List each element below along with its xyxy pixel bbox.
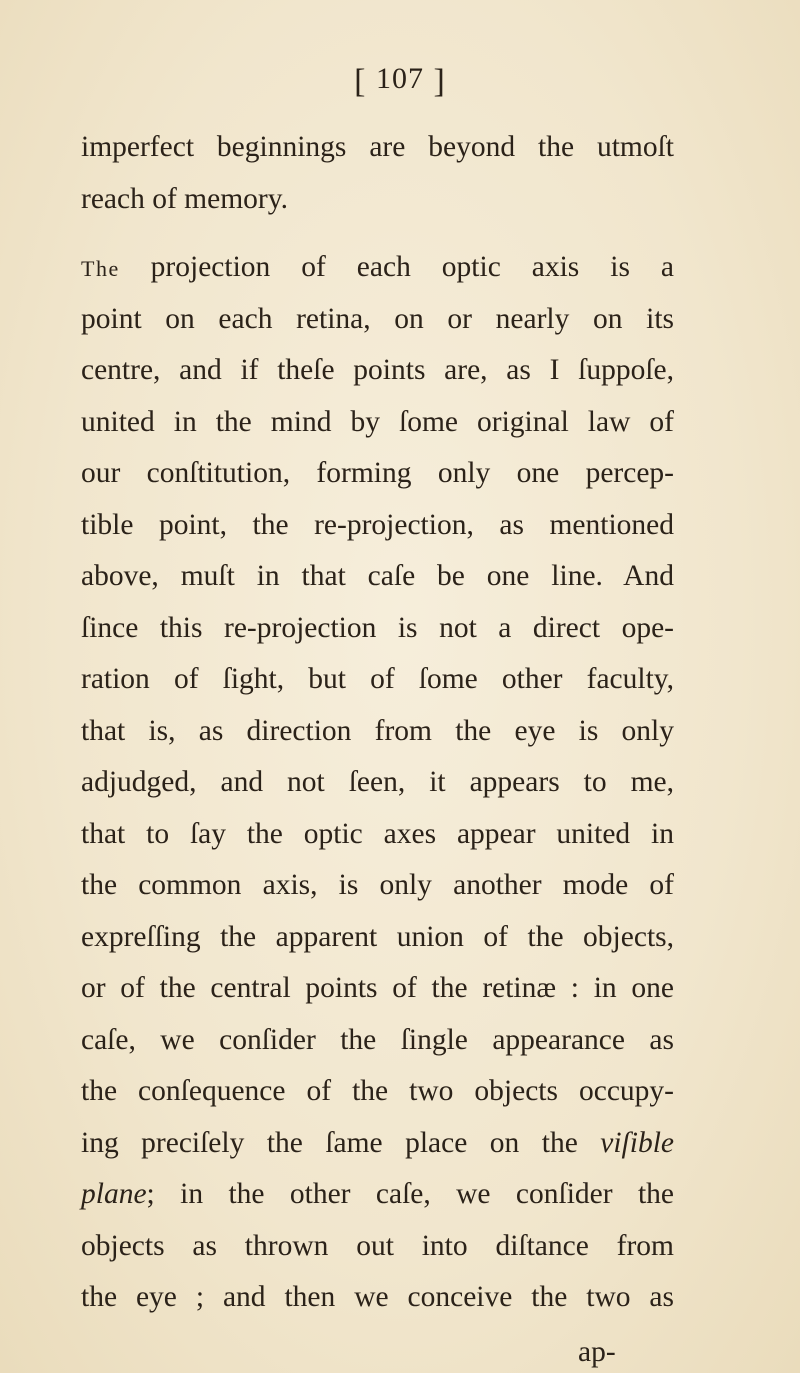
italic-word: viſible: [600, 1126, 674, 1159]
text-line: [81, 1118, 674, 1170]
text-line-rest: projection of each optic axis is a: [119, 251, 674, 283]
header-close-bracket: ]: [433, 63, 446, 100]
text-line: objects as thrown out into diſtance from: [81, 1229, 674, 1262]
text-line: above, muſt in that caſe be one line. And: [81, 560, 674, 592]
text-line: that to ſay the optic axes appear united in: [81, 817, 674, 850]
text-line: adjudged, and not ſeen, it appears to me,: [81, 766, 674, 798]
text-line: the conſequence of the two objects occupy-: [81, 1075, 674, 1107]
text-line: the eye ; and then we conceive the two as: [81, 1281, 674, 1313]
text-line: expreſſing the apparent union of the objects,: [81, 920, 674, 953]
text-line: [81, 1169, 674, 1221]
text-line: that is, as direction from the eye is only: [81, 714, 674, 747]
page-number: 107: [376, 62, 424, 95]
text-line: centre, and if theſe points are, as I ſuppoſe,: [81, 354, 674, 386]
text-line-rest: ; in the other caſe, we conſider the: [146, 1178, 674, 1210]
text-line: [81, 242, 674, 294]
text-line: or of the central points of the retinæ : in one: [81, 972, 674, 1004]
text-line: ſince this re-projection is not a direct ope-: [81, 611, 674, 644]
text-line: united in the mind by ſome original law of: [81, 405, 674, 438]
text-line: caſe, we conſider the ſingle appearance as: [81, 1023, 674, 1056]
text-line: imperfect beginnings are beyond the utmoſt: [81, 131, 674, 163]
text-line: our conſtitution, forming only one percep-: [81, 457, 674, 489]
text-line: point on each retina, on or nearly on its: [81, 302, 674, 335]
text-line: tible point, the re-projection, as mentioned: [81, 508, 674, 541]
text-line: ration of ſight, but of ſome other faculty,: [81, 663, 674, 695]
small-caps-word: The: [81, 256, 120, 281]
italic-word: plane: [81, 1178, 147, 1210]
text-line: the common axis, is only another mode of: [81, 869, 674, 901]
paragraph-gap: [81, 225, 674, 242]
text-line: reach of memory.: [81, 182, 288, 215]
page-header: [0, 62, 800, 101]
body-text: [81, 122, 674, 1324]
catchword: ap-: [578, 1336, 616, 1368]
text-line-start: ing preciſely the ſame place on the: [81, 1126, 601, 1159]
header-open-bracket: [: [354, 63, 367, 100]
